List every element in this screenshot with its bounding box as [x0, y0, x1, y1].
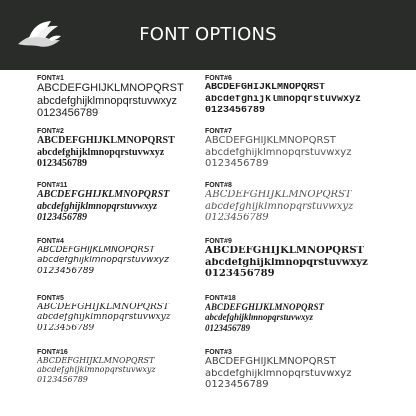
- font-uppercase-sample: ABCDEFGHIJKLMNOPQRST: [205, 246, 364, 256]
- font-option-card: [205, 349, 397, 391]
- font-label: FONT#8: [205, 182, 232, 189]
- font-option-card: [37, 75, 229, 120]
- font-uppercase-sample: ABCDEFGHIJKLMNOPQRST: [37, 136, 175, 146]
- font-lowercase-sample: abcdefghijklmnopqrstuvwxyz: [37, 147, 165, 158]
- font-digits-sample: 0123456789: [37, 213, 87, 223]
- font-uppercase-sample: ABCDEFGHIJKLMNOPQRST: [37, 246, 155, 255]
- font-digits-sample: 0123456789: [205, 106, 266, 116]
- font-lowercase-sample: abcdefghijklmnopqrstuvwxyz: [205, 257, 368, 268]
- font-lowercase-sample: abcdefghijklmnopqrstuvwxyz: [37, 366, 156, 375]
- font-uppercase-sample: ABCDEFGHIJKLMNOPQRST: [205, 303, 325, 312]
- font-uppercase-sample: ABCDEFGHIJKLMNOPQRST: [37, 190, 170, 200]
- font-option-card: [205, 182, 397, 224]
- font-label: FONT#1: [37, 75, 64, 82]
- font-label: FONT#3: [205, 349, 232, 356]
- font-option-card: [37, 295, 229, 333]
- font-option-card: [205, 75, 397, 117]
- font-option-card: [37, 349, 229, 384]
- font-label: FONT#16: [37, 349, 68, 356]
- font-lowercase-sample: abcdefghijklmnopqrstuvwxyz: [37, 201, 158, 212]
- font-lowercase-sample: abcdefghijklmnopqrstuvwxyz: [205, 368, 352, 379]
- font-digits-sample: 0123456789: [37, 266, 95, 276]
- font-option-card: [37, 182, 229, 224]
- font-digits-sample: 0123456789: [37, 323, 95, 333]
- font-label: FONT#2: [37, 128, 64, 135]
- font-option-card: [37, 128, 229, 170]
- font-uppercase-sample: ABCDEFGHIJKLMNOPQRST: [205, 83, 326, 93]
- font-digits-sample: 0123456789: [205, 323, 250, 333]
- font-digits-sample: 0123456789: [205, 159, 269, 169]
- font-label: FONT#6: [205, 75, 232, 82]
- font-digits-sample: 0123456789: [205, 213, 269, 223]
- font-option-card: [205, 238, 397, 280]
- font-lowercase-sample: abcdefghijklmnopqrstuvwxyz: [37, 313, 171, 323]
- font-label: FONT#18: [205, 295, 236, 302]
- font-options-grid: [0, 70, 416, 416]
- font-label: FONT#9: [205, 238, 232, 245]
- font-lowercase-sample: abcdefghijklmnopqrstuvwxyz: [37, 95, 178, 107]
- font-digits-sample: 0123456789: [205, 269, 275, 279]
- font-uppercase-sample: ABCDEFGHIJKLMNOPQRST: [205, 357, 336, 367]
- font-lowercase-sample: abcdefghijklmnopqrstuvwxyz: [205, 147, 352, 158]
- font-label: FONT#5: [37, 295, 64, 302]
- header-bar: [0, 0, 416, 70]
- font-option-card: [205, 128, 397, 170]
- font-digits-sample: 0123456789: [37, 375, 88, 384]
- font-lowercase-sample: abcdefghijklmnopqrstuvwxyz: [37, 256, 169, 266]
- font-lowercase-sample: abcdefghijklmnopqrstuvwxyz: [205, 94, 362, 105]
- font-digits-sample: 0123456789: [205, 380, 269, 390]
- font-option-card: [205, 295, 397, 333]
- font-option-card: [37, 238, 229, 276]
- font-label: FONT#4: [37, 238, 64, 245]
- page-title: FONT OPTIONS: [139, 24, 277, 45]
- font-lowercase-sample: abcdefghijklmnopqrstuvwxyz: [205, 313, 314, 323]
- font-lowercase-sample: abcdefghijklmnopqrstuvwxyz: [205, 201, 354, 212]
- font-digits-sample: 0123456789: [37, 108, 99, 120]
- font-label: FONT#11: [37, 182, 68, 189]
- font-uppercase-sample: ABCDEFGHIJKLMNOPQRST: [37, 303, 169, 312]
- font-uppercase-sample: ABCDEFGHIJKLMNOPQRST: [37, 357, 155, 365]
- font-digits-sample: 0123456789: [37, 159, 87, 169]
- font-uppercase-sample: ABCDEFGHIJKLMNOPQRST: [205, 190, 352, 200]
- font-uppercase-sample: ABCDEFGHIJKLMNOPQRST: [37, 83, 184, 94]
- font-label: FONT#7: [205, 128, 232, 135]
- font-uppercase-sample: ABCDEFGHIJKLMNOPQRST: [205, 136, 336, 146]
